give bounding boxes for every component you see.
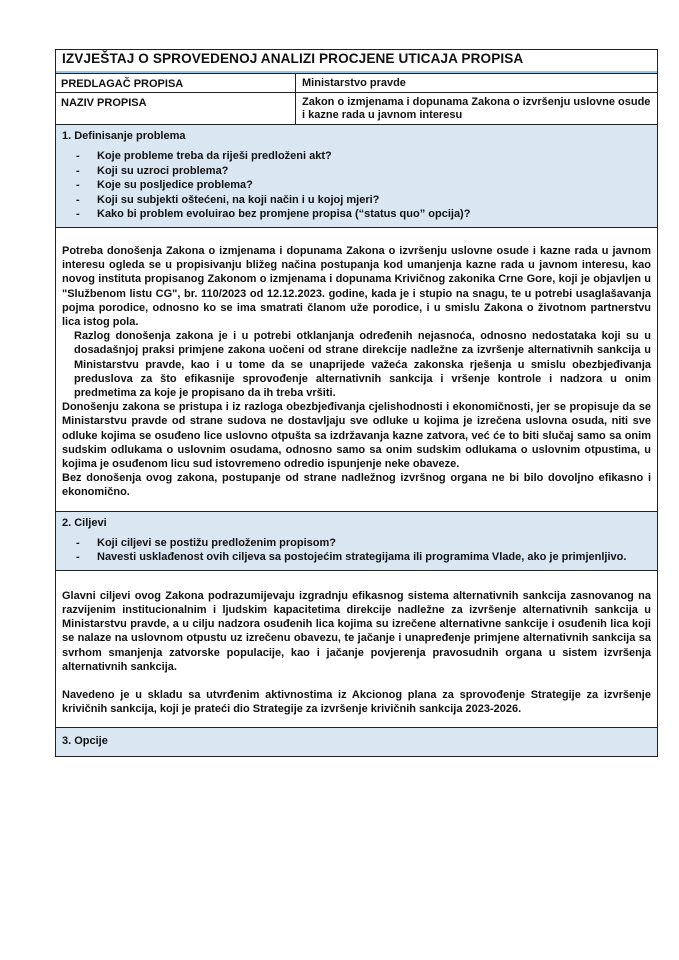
section-2-header <box>56 511 657 570</box>
question-item: - Koji su uzroci problema? <box>76 164 229 177</box>
section-3-heading: 3. Opcije <box>62 735 108 748</box>
question-item: - Koji su subjekti oštećeni, na koji način i u kojoj mjeri? <box>76 193 380 206</box>
paragraph: Glavni ciljevi ovog Zakona podrazumijevaju izgradnju efikasnog sistema alternativnih sankcija zasnovanog na razvijenim institucionalnim i ljudskim kapacitetima direkcije nadležne za izvršenje alternativnih sankcija u Ministarstvu pravde, a u cilju nadzora osuđenih lica kojima su izrečene alternativne sankcije i osuđenih lica koji se nalaze na uslovnom otpustu uz izrečenu obavezu, te jačanje i unapređenje primjene alternativnih sankcija sa svrhom smanjenja zatvorske populacije, kao i jačanje povjerenja pravosudnih organa u sistem izvršenja alternativnih sankcija. <box>62 589 651 673</box>
proposer-value: Ministarstvo pravde <box>302 77 406 89</box>
paragraph: Razlog donošenja zakona je i u potrebi otklanjanja određenih nejasnoća, odnosno nedostataka koji su u dosadašnjoj praksi primjene zakona uočeni od strane direkcije nadležne za izvršenje alternativnih sankcija u Ministarstvu pravde, kao i u tome da se unaprijede važeća zakonska rješenja u smislu obezbjeđivanja preduslova za što efikasnije sprovođenje alternativnih sankcija i vršenje kontrole i nadzora u onim predmetima za koje je propisano da ih treba vršiti. <box>74 330 651 399</box>
section-3-header <box>56 727 657 757</box>
regulation-name-value: Zakon o izmjenama i dopunama Zakona o izvršenju uslovne osude i kazne rada u javnom interesu <box>302 96 651 121</box>
regulation-name-row <box>56 92 657 124</box>
question-item: - Koje su posljedice problema? <box>76 179 253 192</box>
paragraph: Navedeno je u skladu sa utvrđenim aktivnostima iz Akcionog plana za sprovođenje Strategije za izvršenje krivičnih sankcija, koji je prateći dio Strategije za izvršenje krivičnih sankcija 2023-2026. <box>62 689 651 716</box>
section-1-heading: 1. Definisanje problema <box>62 130 186 142</box>
section-2-body <box>56 570 657 728</box>
question-item: - Kako bi problem evoluirao bez promjene propisa (“status quo” opcija)? <box>76 208 471 221</box>
report-document <box>55 49 658 757</box>
report-title: IZVJEŠTAJ O SPROVEDENOJ ANALIZI PROCJENE UTICAJA PROPISA <box>55 49 658 71</box>
question-item: - Koje probleme treba da riješi predloženi akt? <box>76 150 332 162</box>
proposer-row <box>56 73 657 92</box>
paragraph: Bez donošenja ovog zakona, postupanje od strane nadležnog izvršnog organa ne bi bilo dovoljno efikasno i ekonomično. <box>62 472 651 499</box>
paragraph: Donošenju zakona se pristupa i iz razloga obezbjeđivanja cjelishodnosti i ekonomičnosti, jer se propisuje da se Ministarstvu pravde od strane sudova ne dostavljaju sve odluke u kojima je izrečena uslovna osuda, niti sve odluke kojima se osuđeno lice uslovno otpušta sa izdržavanja kazne zatvora, već će to biti slučaj samo sa onim sudskim odlukama o uslovnim osudama, odnosno samo sa onim sudskim odlukama o uslovnim otpustima, u kojima je osuđenom licu sud istovremeno odredio ispunjenje neke obaveze. <box>62 401 651 471</box>
question-item: - Navesti usklađenost ovih ciljeva sa postojećim strategijama ili programima Vlade, ako je primjenljivo. <box>76 551 627 564</box>
question-item: - Koji ciljevi se postižu predloženim propisom? <box>76 536 336 549</box>
section-2-heading: 2. Ciljevi <box>62 516 107 529</box>
section-1-body <box>56 227 657 511</box>
proposer-label: PREDLAGAČ PROPISA <box>56 74 296 92</box>
paragraph: Potreba donošenja Zakona o izmjenama i dopunama Zakona o izvršenju uslovne osude i kazne rada u javnom interesu ogleda se u propisivanju bližeg načina postupanja kod umanjenja kazne rada u javnom interesu, kao novog instituta propisanog Zakonom o izmjenama i dopunama Krivičnog zakonika Crne Gore, koji je objavljen u "Službenom listu CG", br. 110/2023 od 12.12.2023. godine, kada je i stupio na snagu, te u potrebi usaglašavanja pojma porodice, odnosno ko se ima smatrati članom uže porodice, i u smislu Zakona o životnom partnerstvu lica istog pola. <box>62 244 651 328</box>
regulation-name-label: NAZIV PROPISA <box>56 93 296 124</box>
section-1-header <box>56 124 657 227</box>
